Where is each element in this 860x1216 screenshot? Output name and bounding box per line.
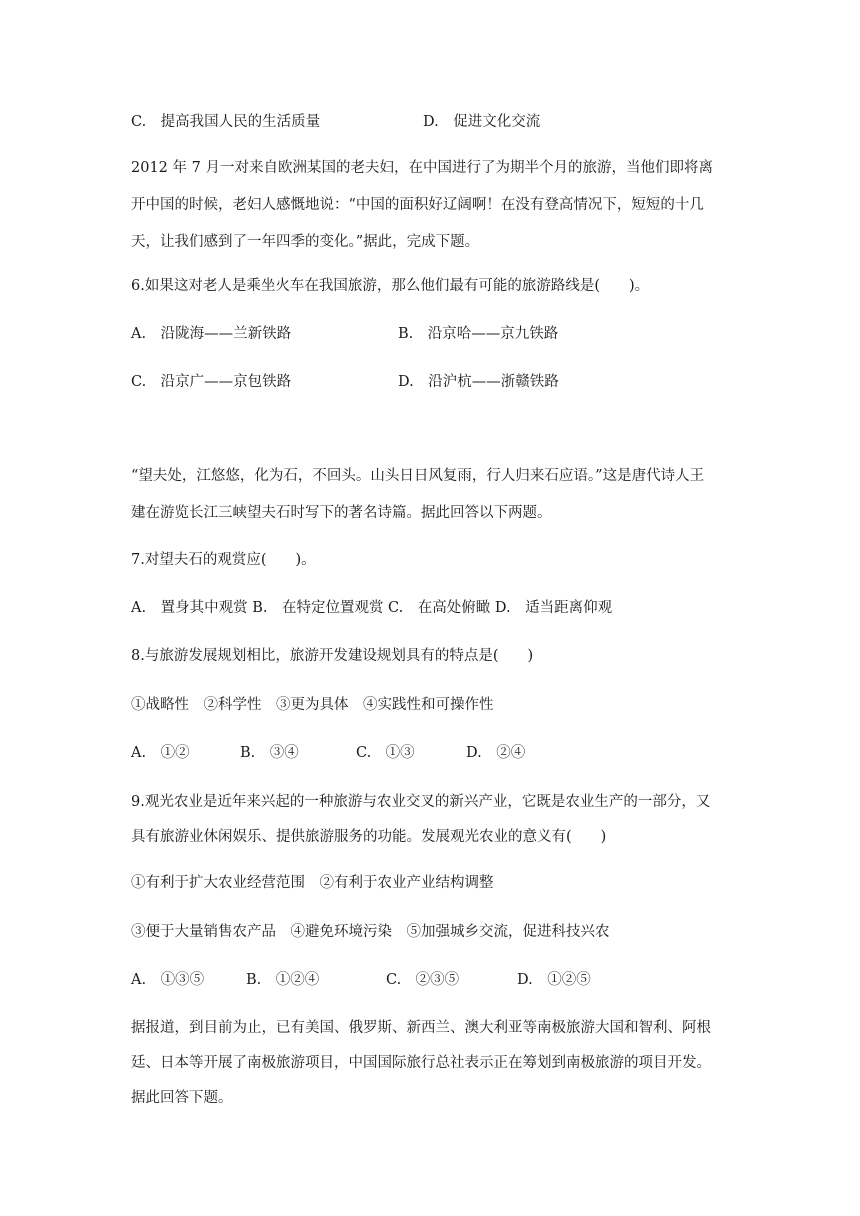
passage3-line-2: 廷、日本等开展了南极旅游项目，中国国际旅行总社表示正在筹划到南极旅游的项目开发。 [131, 1055, 711, 1071]
q6-stem: 6.如果这对老人是乘坐火车在我国旅游，那么他们最有可能的旅游路线是( )。 [131, 278, 650, 294]
q9-stem-line-2: 具有旅游业休闲娱乐、提供旅游服务的功能。发展观光农业的意义有( ) [131, 829, 607, 845]
q6-option-c: C. 沿京广——京包铁路 [131, 374, 292, 390]
passage2-line-2: 建在游览长江三峡望夫石时写下的著名诗篇。据此回答以下两题。 [131, 505, 552, 521]
q9-option-c: C. ②③⑤ [386, 972, 460, 988]
passage3-line-3: 据此回答下题。 [131, 1090, 233, 1106]
q9-option-b: B. ①②④ [246, 972, 320, 988]
q8-items: ①战略性 ②科学性 ③更为具体 ④实践性和可操作性 [131, 697, 494, 713]
q9-items-line-2: ③便于大量销售农产品 ④避免环境污染 ⑤加强城乡交流，促进科技兴农 [131, 924, 610, 940]
q6-option-b: B. 沿京哈——京九铁路 [398, 326, 559, 342]
q5-option-d: D. 促进文化交流 [423, 114, 541, 130]
passage1-line-1: 2012 年 7 月一对来自欧洲某国的老夫妇，在中国进行了为期半个月的旅游，当他们即将离 [131, 160, 713, 176]
q9-option-a: A. ①③⑤ [131, 972, 205, 988]
q8-option-b: B. ③④ [240, 745, 299, 761]
q5-option-c: C. 提高我国人民的生活质量 [131, 114, 321, 130]
q7-stem: 7.对望夫石的观赏应( )。 [131, 552, 316, 568]
q7-options: A. 置身其中观赏 B. 在特定位置观赏 C. 在高处俯瞰 D. 适当距离仰观 [131, 600, 613, 616]
passage1-line-3: 天，让我们感到了一年四季的变化。”据此，完成下题。 [131, 234, 480, 250]
passage2-line-1: “望夫处，江悠悠，化为石，不回头。山头日日风复雨，行人归来石应语。”这是唐代诗人王 [131, 468, 705, 484]
q9-items-line-1: ①有利于扩大农业经营范围 ②有利于农业产业结构调整 [131, 875, 494, 891]
q8-stem: 8.与旅游发展规划相比，旅游开发建设规划具有的特点是( ) [131, 648, 534, 664]
q6-option-d: D. 沿沪杭——浙赣铁路 [398, 374, 559, 390]
q6-option-a: A. 沿陇海——兰新铁路 [131, 326, 292, 342]
passage1-line-2: 开中国的时候，老妇人感慨地说：“中国的面积好辽阔啊！在没有登高情况下，短短的十几 [131, 197, 704, 213]
q8-option-a: A. ①② [131, 745, 190, 761]
q8-option-d: D. ②④ [466, 745, 526, 761]
q8-option-c: C. ①③ [356, 745, 415, 761]
passage3-line-1: 据报道，到目前为止，已有美国、俄罗斯、新西兰、澳大利亚等南极旅游大国和智利、阿根 [131, 1020, 711, 1036]
q9-option-d: D. ①②⑤ [517, 972, 591, 988]
q9-stem-line-1: 9.观光农业是近年来兴起的一种旅游与农业交叉的新兴产业，它既是农业生产的一部分，又 [131, 794, 711, 810]
